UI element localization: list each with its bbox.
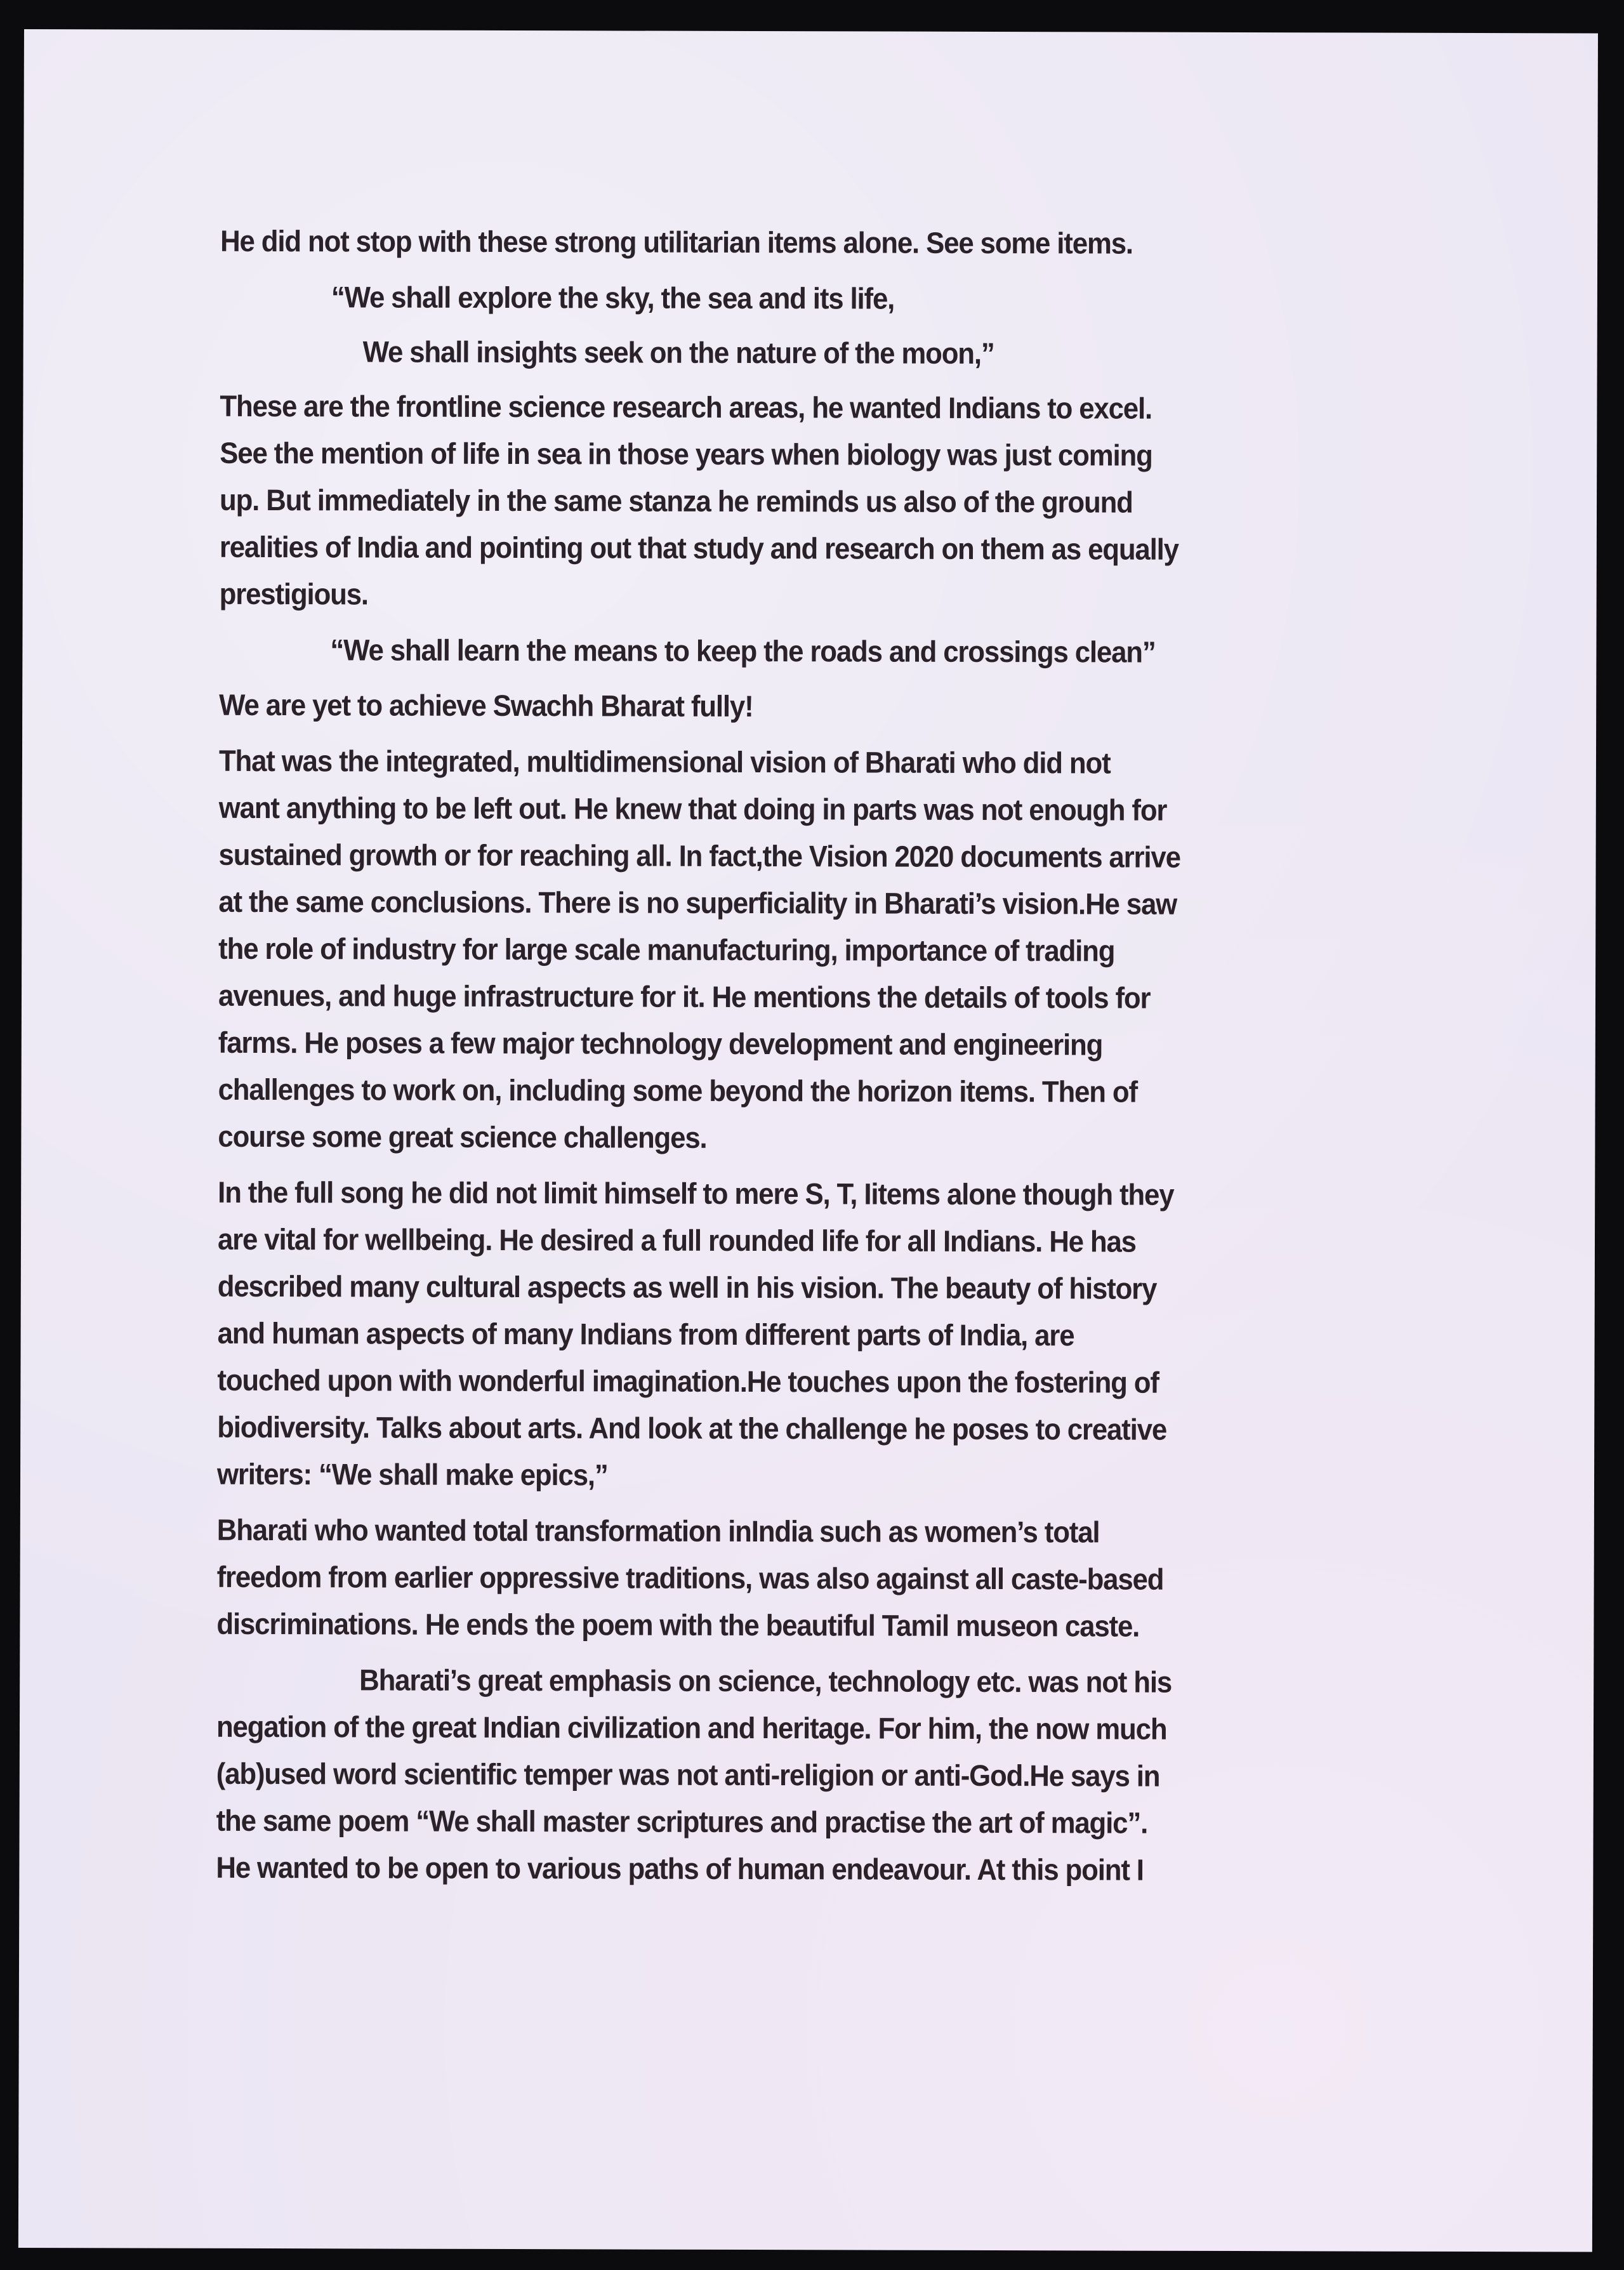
- text-line: prestigious.: [219, 576, 369, 611]
- text-line: described many cultural aspects as well in his vision. The beauty of history: [217, 1269, 1157, 1305]
- text-line: Bharati’s great emphasis on science, technology etc. was not his: [359, 1663, 1172, 1699]
- text-line: avenues, and huge infrastructure for it. He mentions the details of tools for: [218, 978, 1151, 1015]
- text-line: farms. He poses a few major technology development and engineering: [218, 1025, 1103, 1062]
- text-line: That was the integrated, multidimensional vision of Bharati who did not: [218, 743, 1111, 780]
- text-line: biodiversity. Talks about arts. And look at the challenge he poses to creative: [217, 1409, 1167, 1446]
- text-line: the role of industry for large scale manufacturing, importance of trading: [218, 931, 1115, 968]
- text-line: the same poem “We shall master scriptures and practise the art of magic”.: [216, 1803, 1148, 1840]
- text-line: In the full song he did not limit himself to mere S, T, Iitems alone though they: [218, 1175, 1174, 1211]
- quote-line: “We shall explore the sky, the sea and its life,: [331, 280, 895, 315]
- quote-line: We shall insights seek on the nature of the moon,”: [362, 334, 994, 371]
- text-line: He wanted to be open to various paths of human endeavour. At this point I: [216, 1850, 1144, 1887]
- text-line: We are yet to achieve Swachh Bharat fully!: [219, 687, 753, 723]
- text-line: freedom from earlier oppressive traditions, was also against all caste-based: [216, 1559, 1164, 1596]
- text-line: He did not stop with these strong utilitarian items alone. See some items.: [220, 223, 1133, 260]
- text-line: at the same conclusions. There is no superficiality in Bharati’s vision.He saw: [218, 884, 1177, 921]
- text-line: are vital for wellbeing. He desired a full rounded life for all Indians. He has: [217, 1222, 1136, 1258]
- quote-line: “We shall learn the means to keep the roads and crossings clean”: [330, 633, 1156, 669]
- document-body: [18, 29, 1598, 2252]
- text-line: touched upon with wonderful imagination.He touches upon the fostering of: [217, 1363, 1159, 1399]
- text-line: challenges to work on, including some beyond the horizon items. Then of: [218, 1072, 1138, 1109]
- text-line: writers: “We shall make epics,”: [216, 1456, 608, 1492]
- paper-sheet: [18, 29, 1598, 2252]
- text-line: and human aspects of many Indians from different parts of India, are: [217, 1316, 1074, 1352]
- text-line: want anything to be left out. He knew that doing in parts was not enough for: [218, 790, 1167, 827]
- text-line: sustained growth or for reaching all. In fact,the Vision 2020 documents arrive: [218, 837, 1180, 874]
- text-line: negation of the great Indian civilization and heritage. For him, the now much: [216, 1709, 1167, 1746]
- text-line: realities of India and pointing out that study and research on them as equally: [219, 529, 1178, 566]
- text-line: See the mention of life in sea in those years when biology was just coming: [220, 435, 1152, 472]
- text-line: up. But immediately in the same stanza he reminds us also of the ground: [219, 482, 1133, 519]
- text-line: discriminations. He ends the poem with the beautiful Tamil museon caste.: [216, 1606, 1140, 1643]
- text-line: These are the frontline science research areas, he wanted Indians to excel.: [220, 388, 1152, 425]
- text-line: Bharati who wanted total transformation inIndia such as women’s total: [216, 1512, 1100, 1549]
- text-line: (ab)used word scientific temper was not anti-religion or anti-God.He says in: [216, 1756, 1160, 1793]
- text-line: course some great science challenges.: [218, 1119, 707, 1154]
